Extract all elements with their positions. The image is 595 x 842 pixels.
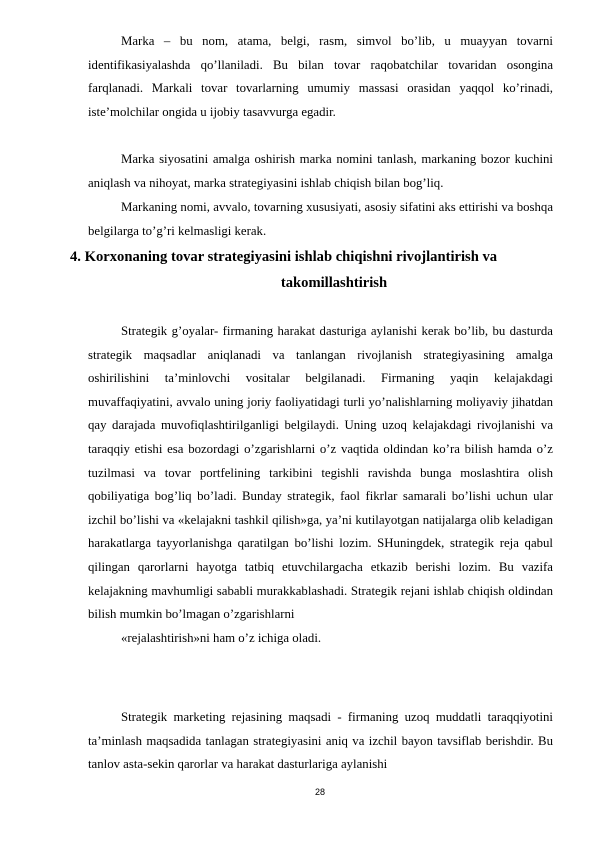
section-heading-title: Korxonaning tovar strategiyasini ishlab chiqishni rivojlantirish va [84,249,498,265]
paragraph-strategic-goal-tail: «rejalashtirish»ni ham o’z ichiga oladi. [121,630,322,645]
paragraph-strategic-goal: Strategik g’oyalar- firmaning harakat dasturiga aylanishi kerak bo’lib, bu dasturda strategik maqsadlar aniqlanadi va tanlangan rivojlanish strategiyasining amalga oshirilishini ta’minlovchi vositalar belgilanadi. Firmaning yaqin kelajakdagi muvaffaqiyatini, avvalo uning joriy faoliyatidagi turli yo’nalishlarning moliyaviy jihatdan qay darajada muvofiqlashtirilganligi belgilaydi. Uning uzoq kelajakdagi rivojlanishi va taraqqiy etishi esa bozordagi o’zgarishlarni o’z vaqtida oldindan ko’ra bilish hamda o’z tuzilmasi va tovar portfelining tarkibini tegishli ravishda bunga moslashtira olish qobiliyatiga bog’liq bo’ladi. Bunday strategik, faol fikrlar samarali bo’lishi uchun ular izchil bo’lishi va «kelajakni tashkil qilish»ga, ya’ni kutilayotgan natijalarga olib keladigan harakatlarga tayyorlanishga qaratilgan bo’lishi lozim. SHuningdek, strategik reja qabul qilingan qarorlarni hayotga tatbiq etuvchilargacha etkazib berishi lozim. Bu vazifa kelajakning mavhumligi sababli murakkablashadi. Strategik rejani ishlab chiqish oldindan bilish mumkin bo’lmagan o’zgarishlarni [88,324,553,622]
section-heading-line1 [70,244,570,270]
section-heading-line2: takomillashtirish [280,275,388,291]
section-heading [70,244,570,296]
page-number: 28 [314,787,325,797]
paragraph-marka-definition: Marka – bu nom, atama, belgi, rasm, simvol bo’lib, u muayyan tovarni identifikasiyalashda qo’llaniladi. Bu bilan tovar raqobatchilar tovaridan osongina farqlanadi. Markali tovar tovarlarning umumiy massasi orasidan yaqqol ko’rinadi, iste’molchilar ongida u ijobiy tasavvurga egadir. [88,34,553,119]
paragraph-marka-name: Markaning nomi, avvalo, tovarning xususiyati, asosiy sifatini aks ettirishi va boshqa belgilarga to’g’ri kelmasligi kerak. [88,200,553,238]
section-heading-number: 4. [70,249,81,265]
paragraph-strategic-marketing: Strategik marketing rejasining maqsadi - firmaning uzoq muddatli taraqqiyotini ta’minlash maqsadida tanlagan strategiyasini aniq va izchil bayon tavsiflab berishdir. Bu tanlov asta-sekin qarorlar va harakat dasturlariga aylanishi [88,710,553,772]
paragraph-strategic-goal-block [88,320,553,650]
paragraph-marka-policy: Marka siyosatini amalga oshirish marka nomini tanlash, markaning bozor kuchini aniqlash va nihoyat, marka strategiyasini ishlab chiqish bilan bog’liq. [88,152,553,190]
